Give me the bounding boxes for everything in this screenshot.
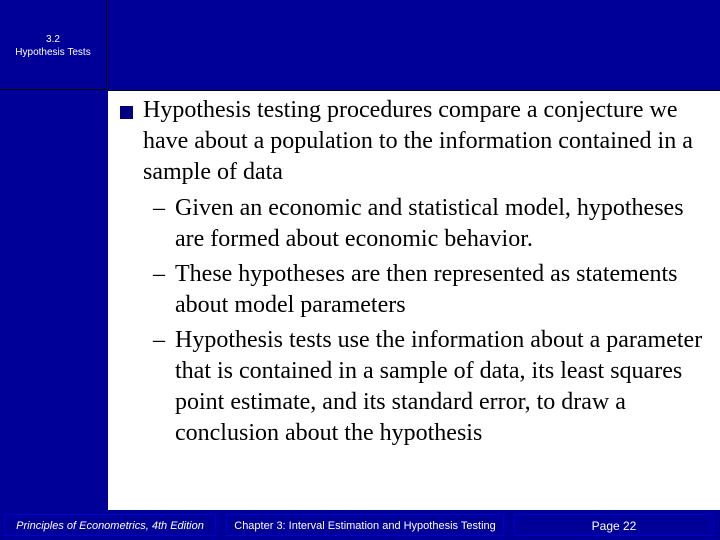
section-title: Hypothesis Tests [15,47,91,58]
dash-bullet-icon: – [153,195,165,221]
sub-bullet-text: Hypothesis tests use the information about a parameter that is contained in a sample of data, its least squares point estimate, and its standard error, to draw a conclusion about the hypothesis [175,327,703,446]
sub-bullet-text: Given an economic and statistical model, hypotheses are formed about economic behavior. [175,195,684,252]
footer-page-number: Page 22 [514,514,714,536]
dash-bullet-icon: – [153,327,165,353]
main-bullet [120,95,710,188]
sub-bullet [143,259,718,321]
footer-book-title: Principles of Econometrics, 4th Edition [4,514,216,536]
main-bullet-text: Hypothesis testing procedures compare a conjecture we have about a population to the information contained in a sample of data [143,97,693,185]
section-number: 3.2 [46,34,60,45]
sub-bullet [143,193,718,255]
sub-bullet-list [143,193,718,453]
title-bar [0,0,720,90]
section-label [0,0,107,90]
sub-bullet [143,325,718,449]
footer-bar [0,510,720,540]
sub-bullet-text: These hypotheses are then represented as statements about model parameters [175,261,678,318]
dash-bullet-icon: – [153,261,165,287]
footer-chapter: Chapter 3: Interval Estimation and Hypothesis Testing [226,514,504,536]
square-bullet-icon [120,106,133,119]
